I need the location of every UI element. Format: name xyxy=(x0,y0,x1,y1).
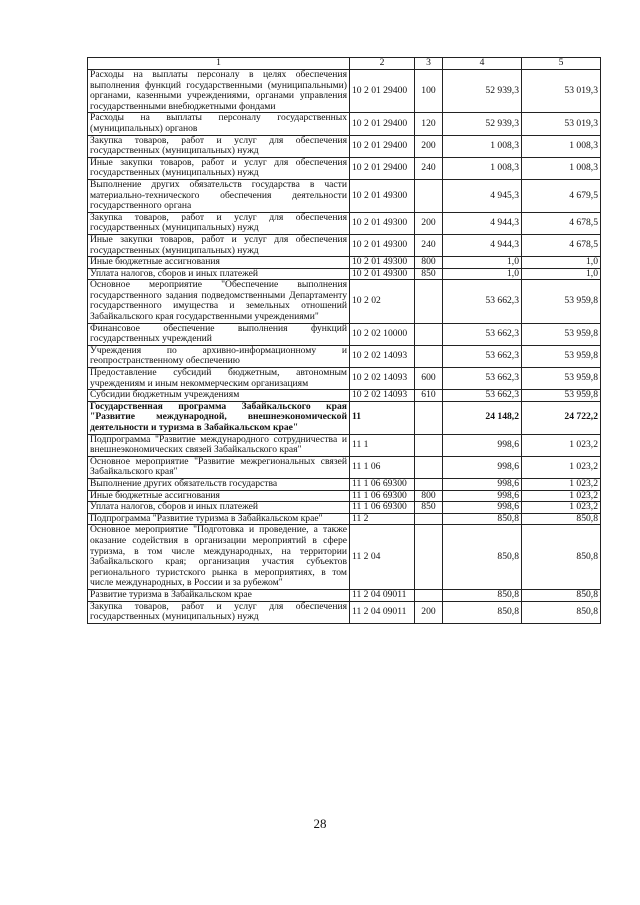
row-value-year2: 53 019,3 xyxy=(522,113,601,135)
row-value-year2: 1,0 xyxy=(522,268,601,280)
row-code: 10 2 01 29400 xyxy=(350,70,415,113)
row-expense-type: 850 xyxy=(415,502,443,514)
row-value-year1: 1,0 xyxy=(443,268,522,280)
row-name: Развитие туризма в Забайкальском крае xyxy=(88,589,350,601)
row-expense-type: 120 xyxy=(415,113,443,135)
row-value-year1: 998,6 xyxy=(443,434,522,456)
row-value-year2: 1,0 xyxy=(522,257,601,269)
row-expense-type xyxy=(415,456,443,478)
page-number: 28 xyxy=(313,816,327,831)
row-code: 10 2 01 49300 xyxy=(350,268,415,280)
row-name: Подпрограмма "Развитие международного сотрудничества и внешнеэкономических связей Забайкальского края" xyxy=(88,434,350,456)
row-name: Закупка товаров, работ и услуг для обеспечения государственных (муниципальных) нужд xyxy=(88,135,350,157)
row-value-year2: 850,8 xyxy=(522,513,601,525)
table-row xyxy=(88,257,601,269)
row-value-year2: 4 679,5 xyxy=(522,179,601,212)
row-name: Иные бюджетные ассигнования xyxy=(88,257,350,269)
row-name: Субсидии бюджетным учреждениям xyxy=(88,390,350,402)
row-value-year2: 1 023,2 xyxy=(522,478,601,490)
row-value-year1: 53 662,3 xyxy=(443,345,522,367)
row-code: 10 2 01 29400 xyxy=(350,135,415,157)
row-expense-type xyxy=(415,280,443,323)
budget-table xyxy=(87,57,601,624)
row-value-year1: 850,8 xyxy=(443,525,522,590)
row-code: 11 xyxy=(350,401,415,434)
row-value-year2: 24 722,2 xyxy=(522,401,601,434)
table-row xyxy=(88,502,601,514)
row-name: Выполнение других обязательств государства xyxy=(88,478,350,490)
row-value-year1: 1,0 xyxy=(443,257,522,269)
row-name: Расходы на выплаты персоналу государственных (муниципальных) органов xyxy=(88,113,350,135)
row-expense-type: 610 xyxy=(415,390,443,402)
table-row xyxy=(88,513,601,525)
table-row xyxy=(88,179,601,212)
table-row xyxy=(88,234,601,256)
row-expense-type: 200 xyxy=(415,601,443,623)
table-row xyxy=(88,157,601,179)
table-row xyxy=(88,601,601,623)
row-code: 10 2 02 14093 xyxy=(350,345,415,367)
row-value-year2: 53 959,8 xyxy=(522,323,601,345)
header-col-1: 1 xyxy=(88,58,350,70)
row-expense-type: 240 xyxy=(415,234,443,256)
row-value-year2: 850,8 xyxy=(522,589,601,601)
row-value-year2: 1 023,2 xyxy=(522,502,601,514)
row-name: Основное мероприятие "Подготовка и проведение, а также оказание содействия в организации мероприятий в сфере туризма, в том числе международных, на территории Забайкальского края; организация участия субъектов регионального туристского рынка в мероприятиях, в том числе международных, в России и за рубежом" xyxy=(88,525,350,590)
row-name: Предоставление субсидий бюджетным, автономным учреждениям и иным некоммерческим организациям xyxy=(88,368,350,390)
row-expense-type: 200 xyxy=(415,135,443,157)
table-row xyxy=(88,323,601,345)
row-value-year1: 53 662,3 xyxy=(443,390,522,402)
row-value-year2: 850,8 xyxy=(522,525,601,590)
row-value-year1: 998,6 xyxy=(443,478,522,490)
header-col-2: 2 xyxy=(350,58,415,70)
row-code: 11 1 06 69300 xyxy=(350,502,415,514)
row-name: Государственная программа Забайкальского края "Развитие международной, внешнеэкономической деятельности и туризма в Забайкальском крае" xyxy=(88,401,350,434)
row-value-year2: 1 023,2 xyxy=(522,456,601,478)
table-row xyxy=(88,345,601,367)
row-name: Финансовое обеспечение выполнения функций государственных учреждений xyxy=(88,323,350,345)
row-value-year2: 53 959,8 xyxy=(522,390,601,402)
row-name: Расходы на выплаты персоналу в целях обеспечения выполнения функций государственными (муниципальными) органами, казенными учреждениями, органами управления государственными внебюджетными фондами xyxy=(88,70,350,113)
row-value-year2: 53 959,8 xyxy=(522,280,601,323)
row-value-year1: 998,6 xyxy=(443,502,522,514)
row-expense-type xyxy=(415,525,443,590)
row-expense-type xyxy=(415,323,443,345)
row-code: 11 2 xyxy=(350,513,415,525)
row-expense-type: 850 xyxy=(415,268,443,280)
row-value-year1: 4 945,3 xyxy=(443,179,522,212)
row-value-year2: 850,8 xyxy=(522,601,601,623)
row-code: 11 1 06 69300 xyxy=(350,478,415,490)
row-value-year2: 1 023,2 xyxy=(522,490,601,502)
row-value-year2: 4 678,5 xyxy=(522,234,601,256)
row-value-year1: 1 008,3 xyxy=(443,135,522,157)
row-expense-type: 200 xyxy=(415,212,443,234)
row-code: 10 2 01 49300 xyxy=(350,212,415,234)
row-name: Иные закупки товаров, работ и услуг для обеспечения государственных (муниципальных) нужд xyxy=(88,234,350,256)
row-code: 10 2 01 29400 xyxy=(350,113,415,135)
row-code: 10 2 02 10000 xyxy=(350,323,415,345)
row-value-year1: 850,8 xyxy=(443,601,522,623)
row-value-year2: 53 959,8 xyxy=(522,345,601,367)
row-name: Уплата налогов, сборов и иных платежей xyxy=(88,268,350,280)
row-value-year1: 850,8 xyxy=(443,589,522,601)
row-value-year1: 52 939,3 xyxy=(443,113,522,135)
row-expense-type: 240 xyxy=(415,157,443,179)
row-value-year2: 53 959,8 xyxy=(522,368,601,390)
row-expense-type xyxy=(415,179,443,212)
header-row xyxy=(88,58,601,70)
row-code: 11 2 04 09011 xyxy=(350,601,415,623)
row-name: Закупка товаров, работ и услуг для обеспечения государственных (муниципальных) нужд xyxy=(88,601,350,623)
row-name: Иные закупки товаров, работ и услуг для обеспечения государственных (муниципальных) нужд xyxy=(88,157,350,179)
row-code: 11 1 06 xyxy=(350,456,415,478)
table-row xyxy=(88,268,601,280)
row-value-year1: 1 008,3 xyxy=(443,157,522,179)
row-value-year1: 4 944,3 xyxy=(443,234,522,256)
row-value-year2: 1 008,3 xyxy=(522,157,601,179)
row-name: Учреждения по архивно-информационному и геопространственному обеспечению xyxy=(88,345,350,367)
row-expense-type xyxy=(415,345,443,367)
header-col-5: 5 xyxy=(522,58,601,70)
row-expense-type xyxy=(415,589,443,601)
row-name: Иные бюджетные ассигнования xyxy=(88,490,350,502)
row-value-year2: 1 008,3 xyxy=(522,135,601,157)
table-row xyxy=(88,478,601,490)
table-row xyxy=(88,280,601,323)
row-value-year1: 998,6 xyxy=(443,490,522,502)
header-col-4: 4 xyxy=(443,58,522,70)
table-row xyxy=(88,456,601,478)
row-value-year1: 24 148,2 xyxy=(443,401,522,434)
row-code: 11 2 04 xyxy=(350,525,415,590)
row-value-year2: 4 678,5 xyxy=(522,212,601,234)
table-row xyxy=(88,490,601,502)
row-name: Основное мероприятие "Развитие межрегиональных связей Забайкальского края" xyxy=(88,456,350,478)
table-row xyxy=(88,212,601,234)
row-value-year1: 52 939,3 xyxy=(443,70,522,113)
row-value-year1: 850,8 xyxy=(443,513,522,525)
row-code: 10 2 01 49300 xyxy=(350,257,415,269)
header-col-3: 3 xyxy=(415,58,443,70)
table-row xyxy=(88,589,601,601)
table-row xyxy=(88,113,601,135)
table-row xyxy=(88,401,601,434)
row-expense-type xyxy=(415,513,443,525)
row-value-year2: 1 023,2 xyxy=(522,434,601,456)
row-expense-type: 100 xyxy=(415,70,443,113)
row-expense-type: 600 xyxy=(415,368,443,390)
row-code: 10 2 02 14093 xyxy=(350,390,415,402)
row-code: 11 2 04 09011 xyxy=(350,589,415,601)
row-name: Основное мероприятие "Обеспечение выполнения государственного задания подведомственными Департаменту государственного имущества и земельных отношений Забайкальского края государственными учреждениями" xyxy=(88,280,350,323)
row-code: 10 2 01 29400 xyxy=(350,157,415,179)
table-row xyxy=(88,434,601,456)
row-expense-type: 800 xyxy=(415,257,443,269)
table-row xyxy=(88,70,601,113)
table-row xyxy=(88,525,601,590)
row-value-year1: 53 662,3 xyxy=(443,368,522,390)
row-code: 10 2 01 49300 xyxy=(350,179,415,212)
row-value-year2: 53 019,3 xyxy=(522,70,601,113)
row-expense-type xyxy=(415,401,443,434)
row-code: 10 2 01 49300 xyxy=(350,234,415,256)
row-value-year1: 998,6 xyxy=(443,456,522,478)
row-code: 11 1 06 69300 xyxy=(350,490,415,502)
row-code: 10 2 02 xyxy=(350,280,415,323)
row-name: Выполнение других обязательств государства в части материально-технического обеспечения деятельности государственного органа xyxy=(88,179,350,212)
row-code: 11 1 xyxy=(350,434,415,456)
row-name: Подпрограмма "Развитие туризма в Забайкальском крае" xyxy=(88,513,350,525)
table-row xyxy=(88,135,601,157)
row-name: Закупка товаров, работ и услуг для обеспечения государственных (муниципальных) нужд xyxy=(88,212,350,234)
row-expense-type xyxy=(415,478,443,490)
row-value-year1: 4 944,3 xyxy=(443,212,522,234)
row-expense-type: 800 xyxy=(415,490,443,502)
table-row xyxy=(88,390,601,402)
row-value-year1: 53 662,3 xyxy=(443,280,522,323)
table-row xyxy=(88,368,601,390)
row-value-year1: 53 662,3 xyxy=(443,323,522,345)
row-expense-type xyxy=(415,434,443,456)
row-code: 10 2 02 14093 xyxy=(350,368,415,390)
row-name: Уплата налогов, сборов и иных платежей xyxy=(88,502,350,514)
